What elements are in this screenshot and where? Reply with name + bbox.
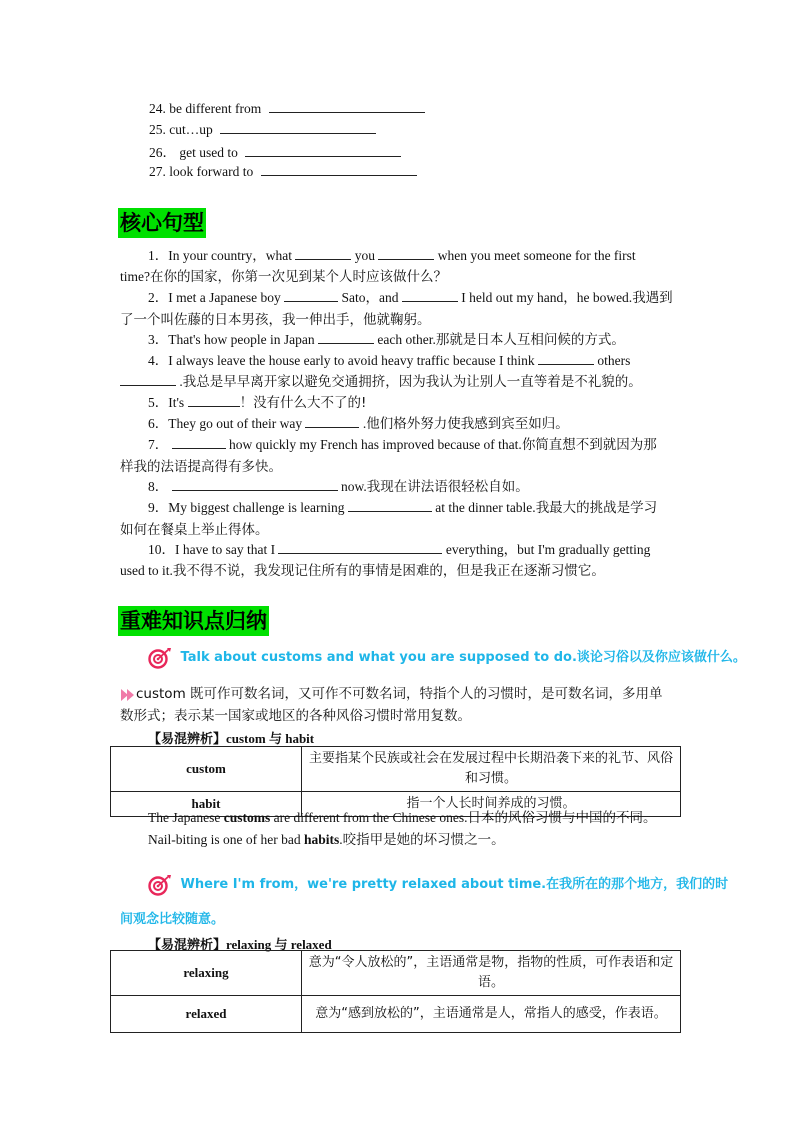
sentence-5: 5．It's ！没有什么大不了的! — [148, 395, 367, 411]
key-point-1: Talk about customs and what you are supposed to do.谈论习俗以及你应该做什么。 — [148, 646, 746, 669]
answer-blank[interactable] — [261, 162, 417, 176]
answer-blank[interactable] — [120, 373, 176, 386]
example-2: Nail-biting is one of her bad habits.咬指甲是她的坏习惯之一。 — [148, 832, 505, 848]
answer-blank[interactable] — [295, 247, 351, 260]
key-point-2-cont: 间观念比较随意。 — [120, 912, 225, 927]
answer-blank[interactable] — [318, 331, 374, 344]
vocab-phrase: get used to — [179, 145, 238, 160]
vocab-item — [149, 141, 401, 161]
target-icon — [148, 647, 172, 669]
vocab-item — [149, 120, 376, 138]
table2-label: 【易混辨析】relaxing 与 relaxed — [148, 937, 332, 952]
table-term: relaxed — [111, 996, 302, 1033]
comparison-table-relaxing-relaxed — [110, 950, 681, 1033]
answer-blank[interactable] — [172, 478, 338, 491]
sentence-7: 7． how quickly my French has improved because of that.你简直想不到就因为那 样我的法语提高得有多快。 — [120, 437, 657, 475]
vocab-item — [149, 99, 425, 117]
vocab-number: 26． — [149, 145, 176, 160]
answer-blank[interactable] — [402, 289, 458, 302]
sentence-3: 3．That's how people in Japan each other.那就是日本人互相问候的方式。 — [148, 332, 625, 348]
custom-note: custom 既可作可数名词，又可作不可数名词，特指个人的习惯时，是可数名词，多用单 数形式；表示某一国家或地区的各种风俗习惯时常用复数。 — [120, 686, 663, 724]
table-definition: 主要指某个民族或社会在发展过程中长期沿袭下来的礼节、风俗和习惯。 — [302, 747, 681, 792]
key-point-2: Where I'm from，we're pretty relaxed about time.在我所在的那个地方，我们的时 — [148, 873, 728, 896]
answer-blank[interactable] — [220, 120, 376, 134]
table-term: relaxing — [111, 951, 302, 996]
answer-blank[interactable] — [305, 415, 359, 428]
answer-blank[interactable] — [188, 394, 240, 407]
vocab-phrase: look forward to — [169, 164, 254, 179]
vocab-phrase: be different from — [169, 101, 262, 116]
vocab-number: 27. — [149, 164, 166, 179]
answer-blank[interactable] — [172, 436, 226, 449]
sentence-8: 8． now.我现在讲法语很轻松自如。 — [148, 479, 529, 495]
table-term: habit — [111, 792, 302, 817]
answer-blank[interactable] — [269, 99, 425, 113]
sentence-4: 4．I always leave the house early to avoid heavy traffic because I think others .我总是早早离开家以避免交通拥挤，因为我认为让别人一直等着是不礼貌的。 — [120, 350, 680, 393]
answer-blank[interactable] — [245, 143, 401, 157]
answer-blank[interactable] — [378, 247, 434, 260]
vocab-item — [149, 162, 417, 180]
answer-blank[interactable] — [538, 352, 594, 365]
answer-blank[interactable] — [284, 289, 338, 302]
answer-blank[interactable] — [348, 499, 432, 512]
sentence-6: 6．They go out of their way .他们格外努力使我感到宾至如归。 — [148, 416, 569, 432]
section-heading-core: 核心句型 — [118, 208, 206, 238]
target-icon — [148, 874, 172, 896]
answer-blank[interactable] — [278, 541, 442, 554]
vocab-phrase: cut…up — [169, 122, 213, 137]
table1-label: 【易混辨析】custom 与 habit — [148, 731, 315, 746]
sentence-10: 10．I have to say that I everything，but I'm gradually getting used to it.我不得不说，我发现记住所有的事情是困难的，但是我正在逐渐习惯它。 — [120, 542, 651, 579]
table-row — [111, 951, 681, 996]
vocab-number: 24. — [149, 101, 166, 116]
table-term: custom — [111, 747, 302, 792]
double-arrow-icon — [120, 688, 136, 702]
example-1: The Japanese customs are different from the Chinese ones.日本的风俗习惯与中国的不同。 — [148, 810, 657, 826]
vocab-number: 25. — [149, 122, 166, 137]
sentence-2: 2．I met a Japanese boy Sato，and I held out my hand，he bowed.我遇到 了一个叫佐藤的日本男孩，我一伸出手，他就鞠躬。 — [120, 290, 673, 328]
table-row — [111, 747, 681, 792]
sentence-9: 9．My biggest challenge is learning at the dinner table.我最大的挑战是学习 如何在餐桌上举止得体。 — [120, 500, 658, 538]
sentence-1: 1．In your country，what you when you meet someone for the first time?在你的国家，你第一次见到某个人时应该做什么？ — [120, 248, 636, 285]
section-heading-key-points: 重难知识点归纳 — [118, 606, 269, 636]
table-definition: 意为“感到放松的”，主语通常是人，常指人的感受，作表语。 — [302, 996, 681, 1033]
table-row — [111, 996, 681, 1033]
table-definition: 意为“令人放松的”，主语通常是物，指物的性质，可作表语和定语。 — [302, 951, 681, 996]
table-definition: 指一个人长时间养成的习惯。 — [302, 792, 681, 817]
